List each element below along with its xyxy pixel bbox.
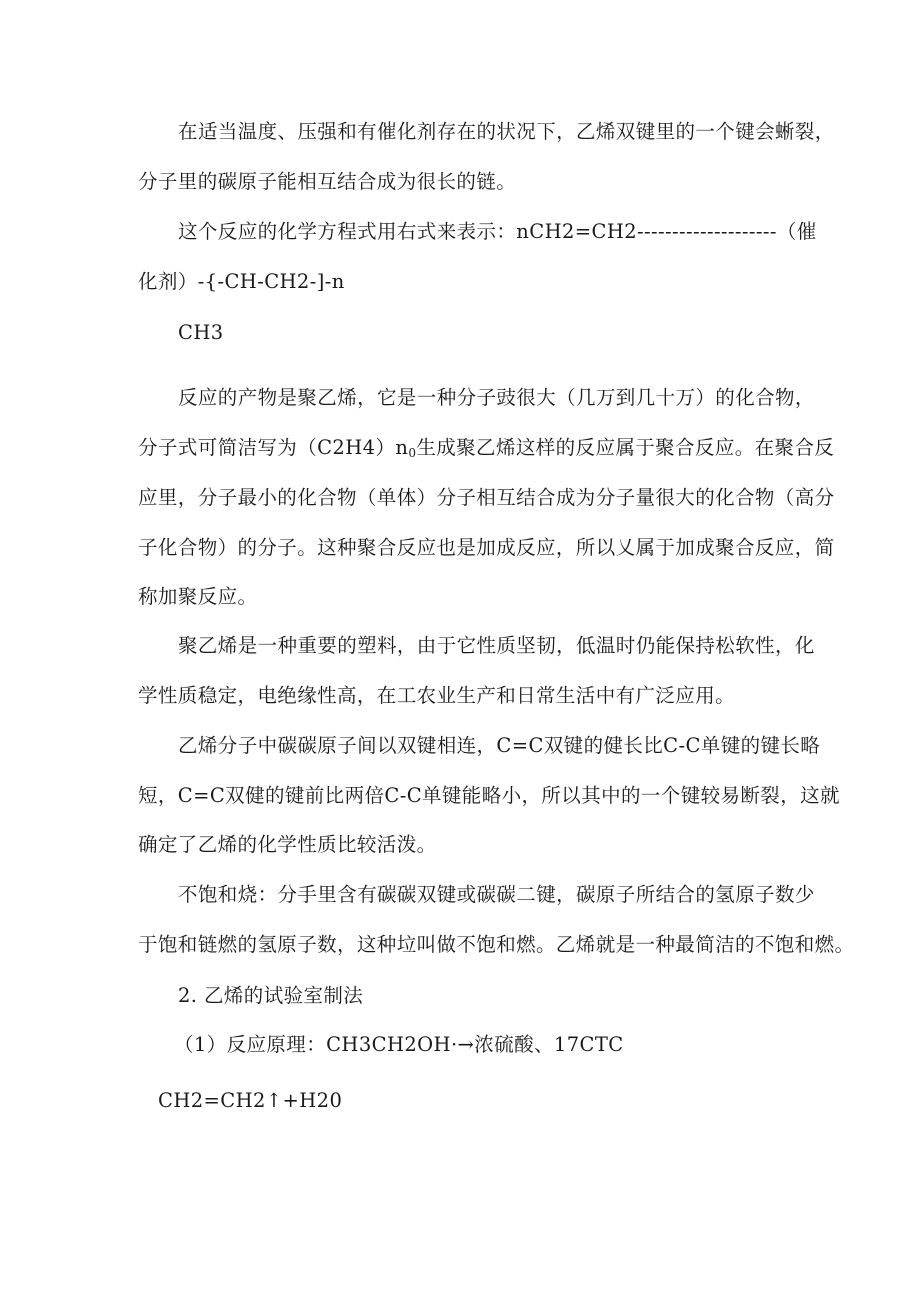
paragraph-7-line-2: 于饱和链燃的氢原子数，这种垃叫做不饱和燃。乙烯就是一种最简洁的不饱和燃。 — [138, 933, 855, 956]
paragraph-2-line-1: 这个反应的化学方程式用右式来表示：nCH2=CH2--------------------（催 — [178, 220, 817, 243]
paragraph-4-line-2 — [138, 435, 834, 466]
formula-text: 分子式可简洁写为（C2H4）n — [138, 436, 409, 459]
paragraph-3-line-1: CH3 — [178, 321, 224, 344]
reaction-product: CH2=CH2↑+H20 — [158, 1089, 343, 1112]
paragraph-1-line-2: 分子里的碳原子能相互结合成为很长的链。 — [138, 170, 517, 193]
paragraph-6-line-3: 确定了乙烯的化学性质比较活泼。 — [138, 833, 437, 856]
paragraph-4-line-4: 子化合物）的分子。这种聚合反应也是加成反应，所以乂属于加成聚合反应，简 — [138, 536, 835, 559]
paragraph-4-line-1: 反应的产物是聚乙烯，它是一种分子豉很大（几万到几十万）的化合物， — [178, 386, 815, 409]
paragraph-6-line-2: 短，C=C双健的键前比两倍C-C单键能略小，所以其中的一个键较易断裂，这就 — [138, 784, 840, 807]
reaction-principle: （1）反应原理：CH3CH2OH·→浓硫酸、17CTC — [174, 1033, 624, 1056]
section-heading: 2. 乙烯的试验室制法 — [178, 984, 364, 1007]
paragraph-6-line-1: 乙烯分子中碳碳原子间以双键相连，C=C双键的健长比C-C单键的键长略 — [178, 734, 821, 757]
paragraph-4-line-3: 应里，分子最小的化合物（单体）分子相互结合成为分子量很大的化合物（高分 — [138, 486, 835, 509]
paragraph-7-line-1: 不饱和烧：分手里含有碳碳双键或碳碳二键，碳原子所结合的氢原子数少 — [178, 883, 815, 906]
paragraph-5-line-2: 学性质稳定，电绝缘性高，在工农业生产和日常生活中有广泛应用。 — [138, 684, 736, 707]
subscript-zero: 0 — [408, 446, 417, 460]
paragraph-5-line-1: 聚乙烯是一种重要的塑料，由于它性质坚韧，低温时仍能保持松软性，化 — [178, 634, 815, 657]
paragraph-1-line-1: 在适当温度、压强和有催化剂存在的状况下，乙烯双键里的一个键会蜥裂， — [178, 120, 835, 143]
paragraph-4-line-5: 称加聚反应。 — [138, 585, 258, 608]
formula-continuation: 生成聚乙烯这样的反应属于聚合反应。在聚合反 — [416, 436, 835, 459]
paragraph-2-line-2: 化剂）-{-CH-CH2-]-n — [138, 270, 345, 293]
